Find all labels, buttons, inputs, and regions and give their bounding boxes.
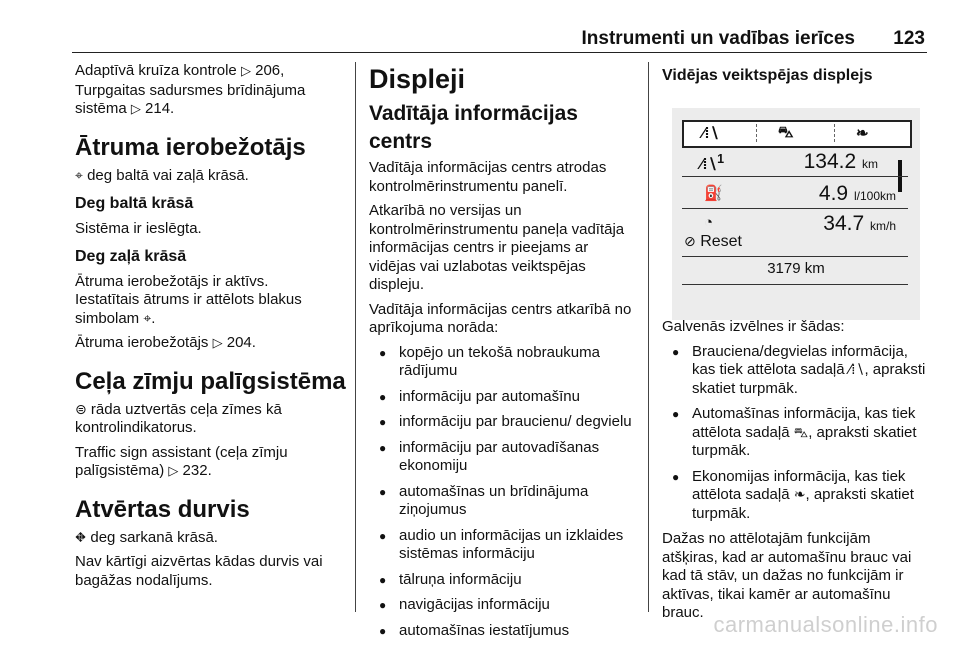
menus-list — [662, 343, 930, 524]
speed-limiter-icon: ⌖ — [75, 167, 83, 184]
mid-display-title: Vidējas veiktspējas displejs — [662, 67, 873, 84]
fuel-number: 4.9 — [818, 182, 849, 205]
column-right-body — [662, 318, 930, 629]
menu-item-tail: , apraksti skatiet turpmāk. — [692, 361, 926, 397]
list-item — [662, 343, 930, 399]
trip-icon: ⁄⁞∖$^1$ — [700, 152, 725, 173]
functions-note: Dažas no attēlotajām funkcijām atšķiras, kad ar automašīnu brauc vai kad tā stāv, un dažas no funkcijām ir aktīvas, tikai kamēr ar automašīnu brauc. — [662, 530, 912, 621]
check-circle-icon: ⊘ — [684, 234, 696, 250]
list-item: ● navigācijas informāciju — [369, 596, 637, 615]
fuel-pump-icon: ⛽ — [704, 185, 723, 202]
speed-limiter-desc-text: deg baltā vai zaļā krāsā. — [87, 166, 249, 184]
dic-p1: Vadītāja informācijas centrs atrodas kontrolmērinstrumentu panelī. — [369, 159, 607, 195]
tab-separator — [834, 124, 835, 142]
display-row-distance — [682, 148, 908, 176]
speed-number: 34.7 — [823, 212, 865, 235]
list-item: ● kopējo un tekošā nobraukuma rādījumu — [369, 344, 637, 381]
watermark: carmanualsonline.info — [713, 612, 938, 637]
list-item: ● informāciju par braucienu/ degvielu — [369, 413, 637, 432]
menu-item-tail: , apraksti skatiet turpmāk. — [692, 486, 914, 522]
list-item — [662, 468, 930, 524]
traffic-sign-ref — [75, 444, 347, 482]
column-divider — [648, 62, 649, 612]
traffic-sign-ref-text: Traffic sign assistant (ceļa zīmju palīgsistēma) — [75, 443, 288, 479]
speed-limiter-ref-link[interactable]: 204. — [226, 334, 256, 351]
list-item: ● automašīnas iestatījumus — [369, 622, 637, 641]
menus-intro: Galvenās izvēlnes ir šādas: — [662, 318, 845, 335]
menu-item-text: Brauciena/degvielas informācija, kas tiek attēlota sadaļā — [692, 342, 908, 378]
green-light-text-2-body: Iestatītais ātrums ir attēlots blakus simbolam — [75, 291, 302, 327]
column-middle — [369, 62, 637, 647]
green-light-text-2: Iestatītais ātrums ir attēlots blakus simbolam ⌖. — [75, 291, 302, 327]
ref-arrow-icon: ▷ — [168, 464, 179, 479]
ref-arrow-icon: ▷ — [240, 64, 251, 79]
distance-unit: km — [862, 157, 878, 171]
list-item: ● automašīnas un brīdinājuma ziņojumus — [369, 483, 637, 520]
intro-ref-2[interactable]: 214. — [145, 100, 175, 117]
traffic-sign-icon: ⊜ — [75, 401, 87, 418]
tab-separator — [756, 124, 757, 142]
intro-ref-1[interactable]: 206, — [255, 62, 285, 79]
trip-icon: ⁄⁞∖ — [702, 125, 720, 142]
display-tab-bar — [682, 120, 912, 148]
traffic-sign-desc — [75, 401, 347, 438]
fuel-unit: l/100km — [853, 189, 896, 203]
speed-limiter-ref — [75, 334, 347, 354]
section-speed-limiter-title: Ātruma ierobežotājs — [75, 133, 306, 161]
odometer: 3179 km — [767, 260, 825, 277]
speed-value — [823, 212, 896, 236]
speed-limiter-desc — [75, 167, 347, 186]
trip-icon: ⁄⁞∖ — [848, 362, 865, 378]
column-right — [662, 62, 930, 92]
header-rule — [72, 52, 927, 53]
display-divider — [682, 284, 908, 285]
white-light-text: Sistēma ir ieslēgta. — [75, 219, 202, 237]
dic-p3: Vadītāja informācijas centrs atkarībā no aprīkojuma norāda: — [369, 300, 632, 336]
intro-paragraph — [75, 62, 347, 120]
fuel-value — [819, 182, 896, 206]
reset-text: Reset — [700, 233, 742, 250]
intro-text-1: Adaptīvā kruīza kontrole — [75, 62, 237, 79]
speed-limiter-icon: ⌖ — [143, 310, 152, 327]
display-divider — [682, 208, 908, 209]
display-row-fuel — [682, 180, 908, 208]
header-title: Instrumenti un vadības ierīces — [581, 28, 855, 49]
reset-label — [684, 233, 742, 251]
car-icon: ⛍ — [793, 424, 809, 441]
list-item: ● tālruņa informāciju — [369, 571, 637, 590]
distance-number: 134.2 — [803, 150, 857, 173]
menu-item-text: Ekonomijas informācija, kas tiek attēlota sadaļā — [692, 467, 906, 503]
traffic-sign-ref-link[interactable]: 232. — [182, 462, 212, 479]
list-item: ● audio un informācijas un izklaides sistēmas informāciju — [369, 527, 637, 564]
column-left — [75, 62, 347, 596]
menu-item-text: Automašīnas informācija, kas tiek attēlota sadaļā — [692, 405, 916, 441]
distance-value — [804, 150, 878, 174]
mid-level-display-illustration — [672, 108, 920, 320]
page-number: 123 — [893, 28, 925, 49]
open-doors-desc-text: deg sarkanā krāsā. — [90, 528, 218, 546]
ref-arrow-icon: ▷ — [130, 102, 141, 117]
page-header — [0, 0, 960, 56]
list-item: ● informāciju par automašīnu — [369, 388, 637, 407]
speedometer-icon: ◔ — [704, 214, 714, 231]
speed-unit: km/h — [869, 219, 896, 233]
menu-item-tail: , apraksti skatiet turpmāk. — [692, 423, 917, 459]
traffic-sign-desc-text: rāda uztvertās ceļa zīmes kā kontrolindikatorus. — [75, 400, 282, 436]
dic-subtitle: Vadītāja informācijas centrs — [369, 102, 578, 153]
open-doors-desc-2: Nav kārtīgi aizvērtas kādas durvis vai bagāžas nodalījums. — [75, 553, 323, 589]
displays-title: Displeji — [369, 64, 466, 94]
display-divider — [682, 256, 908, 257]
dic-list — [369, 344, 637, 641]
open-door-icon: ⛖ — [75, 529, 87, 546]
trip-index: 1 — [717, 152, 725, 166]
eco-icon: ❧ — [856, 125, 869, 142]
speed-limiter-ref-text: Ātruma ierobežotājs — [75, 334, 209, 351]
column-divider — [355, 62, 356, 612]
eco-icon: ❧ — [793, 487, 806, 503]
display-divider — [682, 176, 908, 177]
white-light-heading: Deg baltā krāsā — [75, 195, 194, 212]
list-item: ● informāciju par autovadīšanas ekonomiju — [369, 439, 637, 476]
section-open-doors-title: Atvērtas durvis — [75, 495, 250, 523]
list-item — [662, 405, 930, 461]
green-light-text-1: Ātruma ierobežotājs ir aktīvs. — [75, 272, 269, 290]
section-traffic-sign-title: Ceļa zīmju palīgsistēma — [75, 367, 346, 395]
intro-text-2: Turpgaitas sadursmes brīdinājuma sistēma — [75, 81, 306, 117]
car-icon: ⛍ — [778, 124, 794, 141]
dic-p2: Atkarībā no versijas un kontrolmērinstrumentu paneļa vadītāja informācijas centrs ir pieejams ar vidējas vai uzlabotas veiktspējas displeju. — [369, 202, 625, 293]
green-light-heading: Deg zaļā krāsā — [75, 248, 187, 265]
ref-arrow-icon: ▷ — [212, 336, 223, 351]
open-doors-desc — [75, 529, 347, 548]
